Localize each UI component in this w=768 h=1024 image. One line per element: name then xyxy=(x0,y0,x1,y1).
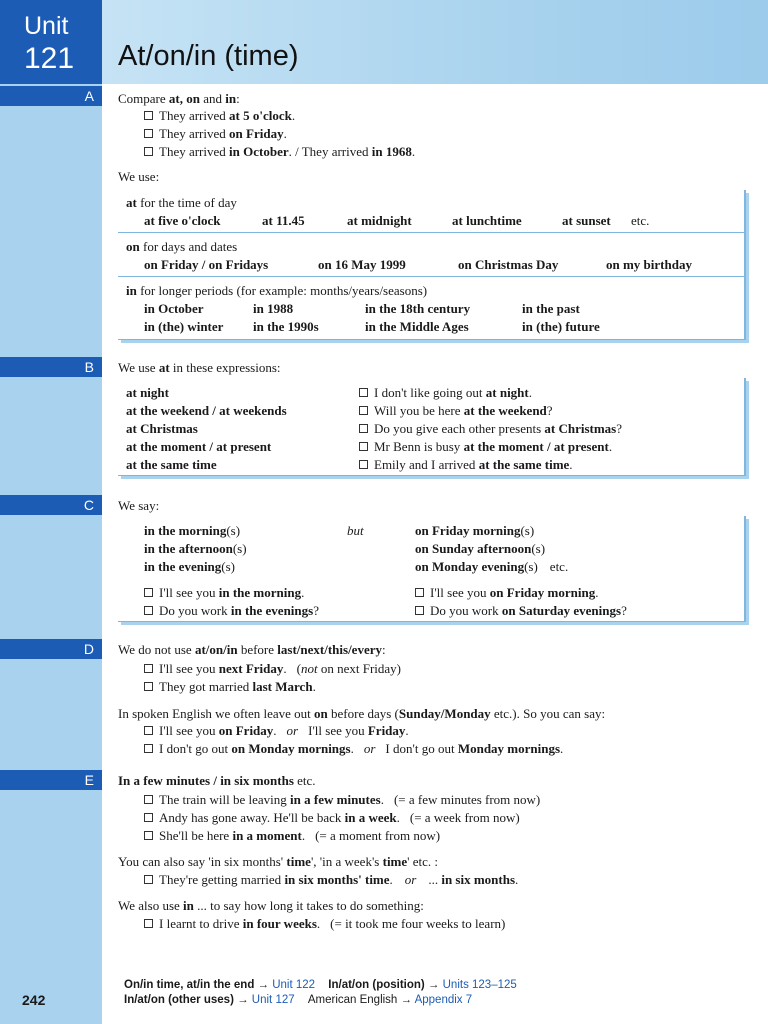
example-sentence: They're getting married in six months' time. or ... in six months. xyxy=(144,871,518,888)
checkbox-icon xyxy=(144,588,153,597)
on-item: on 16 May 1999 xyxy=(318,257,406,272)
checkbox-icon xyxy=(144,111,153,120)
at-item: at five o'clock xyxy=(144,213,221,228)
cross-reference-line: In/at/on (other uses) → Unit 127 American English → Appendix 7 xyxy=(124,994,473,1006)
checkbox-icon xyxy=(359,442,368,451)
on-item: on Christmas Day xyxy=(458,257,559,272)
at-row-heading: at for the time of day xyxy=(126,195,237,210)
in-row-heading: in for longer periods (for example: months/years/seasons) xyxy=(126,283,428,298)
expression: in the afternoon(s) xyxy=(144,541,247,556)
at-item: at 11.45 xyxy=(262,213,305,228)
expression: at the weekend / at weekends xyxy=(126,403,287,418)
section-label-c: C xyxy=(0,495,102,515)
example-sentence: Andy has gone away. He'll be back in a week. (= a week from now) xyxy=(144,809,520,826)
checkbox-icon xyxy=(144,813,153,822)
unit-badge xyxy=(0,0,102,84)
at-item: at lunchtime xyxy=(452,213,522,228)
expression: at the same time xyxy=(126,457,217,472)
expression: at the moment / at present xyxy=(126,439,272,454)
section-e-also: You can also say 'in six months' time', 'in a week's time' etc. : xyxy=(118,854,439,869)
example-sentence: Mr Benn is busy at the moment / at present. xyxy=(359,438,612,455)
section-label-a: A xyxy=(0,86,102,106)
checkbox-icon xyxy=(144,744,153,753)
section-d-spoken: In spoken English we often leave out on before days (Sunday/Monday etc.). So you can say: xyxy=(118,706,606,721)
at-item: at midnight xyxy=(347,213,412,228)
checkbox-icon xyxy=(144,147,153,156)
expression: on Friday morning(s) xyxy=(415,523,535,538)
expression: on Sunday afternoon(s) xyxy=(415,541,546,556)
expression: on Monday evening(s) etc. xyxy=(415,559,569,574)
example-sentence: They arrived in October. / They arrived in 1968. xyxy=(144,143,415,160)
expression: in the morning(s) xyxy=(144,523,241,538)
example-sentence: I don't like going out at night. xyxy=(359,384,532,401)
checkbox-icon xyxy=(144,606,153,615)
example-sentence: Emily and I arrived at the same time. xyxy=(359,456,573,473)
example-sentence: Will you be here at the weekend? xyxy=(359,402,553,419)
section-b-intro: We use at in these expressions: xyxy=(118,360,281,375)
in-item: in the 1990s xyxy=(253,319,319,334)
unit-word: Unit xyxy=(24,12,69,40)
example-sentence: I learnt to drive in four weeks. (= it took me four weeks to learn) xyxy=(144,915,505,932)
example-sentence: I'll see you next Friday. (not on next Friday) xyxy=(144,660,401,677)
page-title: At/on/in (time) xyxy=(118,40,299,72)
section-d-intro: We do not use at/on/in before last/next/this/every: xyxy=(118,642,386,657)
example-sentence: I'll see you in the morning. xyxy=(144,584,304,601)
checkbox-icon xyxy=(144,795,153,804)
section-c-intro: We say: xyxy=(118,498,160,513)
divider xyxy=(118,232,746,233)
checkbox-icon xyxy=(144,919,153,928)
in-item: in (the) future xyxy=(522,319,600,334)
we-use-label: We use: xyxy=(118,169,160,184)
checkbox-icon xyxy=(144,726,153,735)
example-sentence: They arrived at 5 o'clock. xyxy=(144,107,295,124)
checkbox-icon xyxy=(144,129,153,138)
expression: at Christmas xyxy=(126,421,198,436)
cross-reference-line: On/in time, at/in the end → Unit 122 In/at/on (position) → Units 123–125 xyxy=(124,979,517,991)
example-sentence: The train will be leaving in a few minutes. (= a few minutes from now) xyxy=(144,791,540,808)
checkbox-icon xyxy=(359,406,368,415)
link-units-123-125[interactable]: Units 123–125 xyxy=(442,979,517,991)
example-sentence: I don't go out on Monday mornings. or I don't go out Monday mornings. xyxy=(144,740,563,757)
example-sentence: They got married last March. xyxy=(144,678,316,695)
in-item: in the past xyxy=(522,301,580,316)
example-sentence: She'll be here in a moment. (= a moment from now) xyxy=(144,827,440,844)
section-a-compare: Compare at, on and in: xyxy=(118,91,240,106)
checkbox-icon xyxy=(144,664,153,673)
checkbox-icon xyxy=(144,875,153,884)
but-label: but xyxy=(347,523,364,538)
checkbox-icon xyxy=(359,424,368,433)
section-e-intro: In a few minutes / in six months etc. xyxy=(118,773,316,788)
example-sentence: They arrived on Friday. xyxy=(144,125,287,142)
page-number: 242 xyxy=(22,992,46,1008)
section-e-use-in: We also use in ... to say how long it takes to do something: xyxy=(118,898,424,913)
checkbox-icon xyxy=(415,606,424,615)
link-unit-122[interactable]: Unit 122 xyxy=(272,979,316,991)
link-unit-127[interactable]: Unit 127 xyxy=(251,994,295,1006)
example-sentence: I'll see you on Friday morning. xyxy=(415,584,598,601)
section-label-e: E xyxy=(0,770,102,790)
in-item: in 1988 xyxy=(253,301,294,316)
checkbox-icon xyxy=(359,388,368,397)
divider xyxy=(118,276,746,277)
example-sentence: Do you work in the evenings? xyxy=(144,602,319,619)
example-sentence: I'll see you on Friday. or I'll see you Friday. xyxy=(144,722,409,739)
on-row-heading: on for days and dates xyxy=(126,239,238,254)
in-item: in October xyxy=(144,301,204,316)
in-item: in the Middle Ages xyxy=(365,319,469,334)
checkbox-icon xyxy=(359,460,368,469)
checkbox-icon xyxy=(144,831,153,840)
expression: in the evening(s) xyxy=(144,559,236,574)
link-appendix-7[interactable]: Appendix 7 xyxy=(414,994,473,1006)
expression: at night xyxy=(126,385,169,400)
unit-number: 121 xyxy=(24,42,75,75)
on-item: on my birthday xyxy=(606,257,692,272)
example-sentence: Do you work on Saturday evenings? xyxy=(415,602,627,619)
on-item: on Friday / on Fridays xyxy=(144,257,269,272)
in-item: in the 18th century xyxy=(365,301,471,316)
example-sentence: Do you give each other presents at Christmas? xyxy=(359,420,622,437)
at-item: at sunset xyxy=(562,213,611,228)
in-item: in (the) winter xyxy=(144,319,224,334)
at-item-etc: etc. xyxy=(631,213,650,228)
section-label-d: D xyxy=(0,639,102,659)
section-label-b: B xyxy=(0,357,102,377)
checkbox-icon xyxy=(415,588,424,597)
checkbox-icon xyxy=(144,682,153,691)
